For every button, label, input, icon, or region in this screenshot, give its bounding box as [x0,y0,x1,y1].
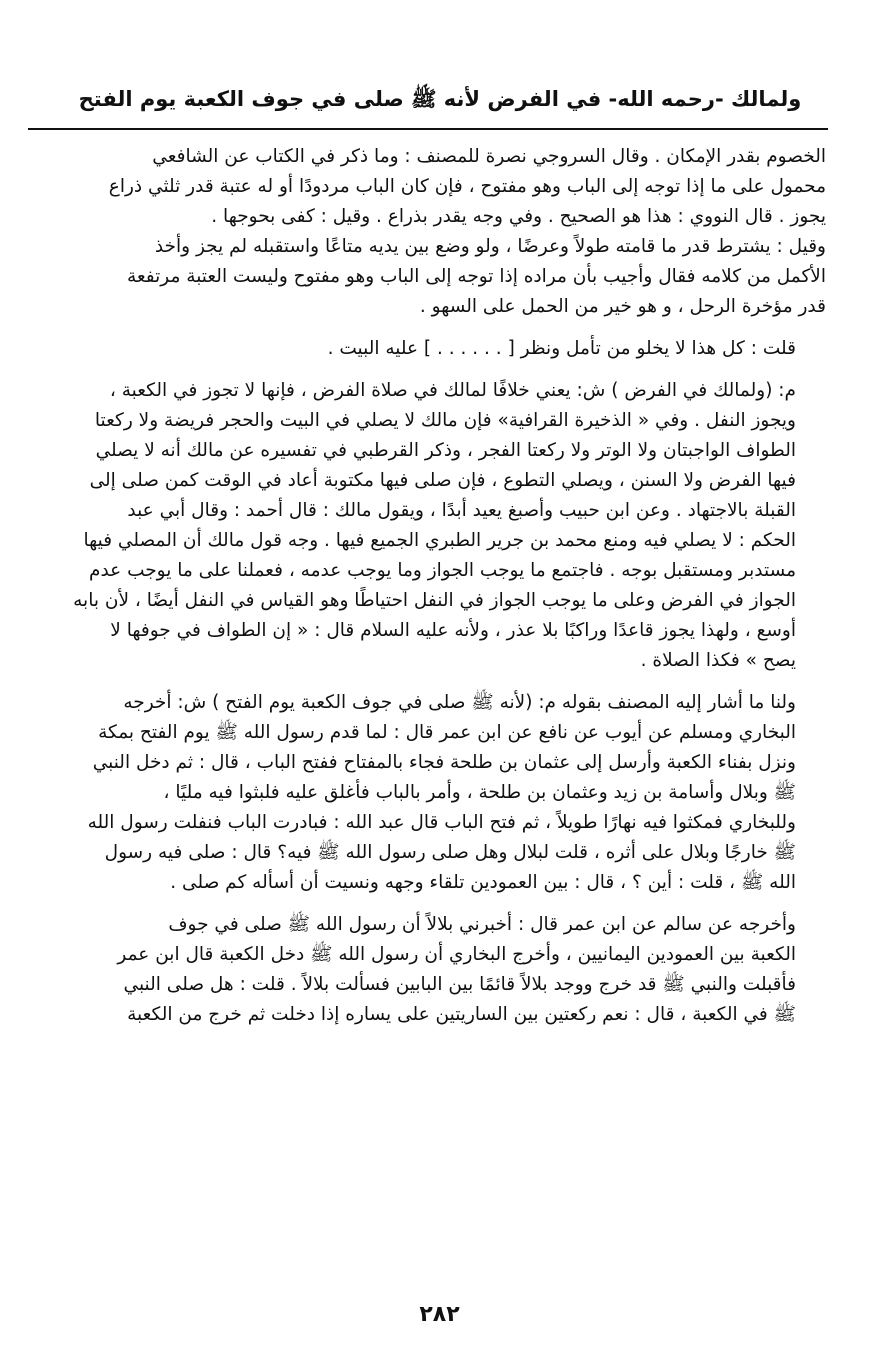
text-line: وقيل : يشترط قدر ما قامته طولاً وعرضًا ، ولو وضع بين يديه متاعًا واستقبله لم يجز وأخذ [154,236,826,257]
running-header: ولمالك -رحمه الله- في الفرض لأنه ﷺ صلى في جوف الكعبة يوم الفتح [78,87,802,111]
text-line: فيها الفرض ولا السنن ، ويصلي التطوع ، فإن صلى فيها مكتوبة أعاد في الوقت كمن صلى إلى [89,470,796,491]
text-line: ويجوز النفل . وفي « الذخيرة القرافية» فإن مالك لا يصلي في البيت والحجر فريضة ولا ركعتا [94,410,796,431]
text-line: م: (ولمالك في الفرض ) ش: يعني خلافًا لمالك في صلاة الفرض ، فإنها لا تجوز في الكعبة ، [109,380,796,401]
text-line: البخاري ومسلم عن أيوب عن نافع عن ابن عمر قال : لما قدم رسول الله ﷺ يوم الفتح بمكة [98,722,796,743]
text-line: ﷺ في الكعبة ، قال : نعم ركعتين بين الساريتين على يساره إذا دخلت ثم خرج من الكعبة [127,1004,796,1025]
paragraph-3 [26,376,826,676]
paragraph-2 [26,334,826,364]
text-line: الخصوم بقدر الإمكان . وقال السروجي نصرة للمصنف : وما ذكر في الكتاب عن الشافعي [152,146,826,167]
text-line: مستدبر ومستقبل بوجه . فاجتمع ما يوجب الجواز وما يوجب عدمه ، فعملنا على ما يوجب عدم [88,560,796,581]
text-line: محمول على ما إذا توجه إلى الباب وهو مفتوح ، فإن كان الباب مردودًا أو له عتبة قدر ثلثي ذراع [108,176,826,197]
text-line: القبلة بالاجتهاد . وعن ابن حبيب وأصبغ يعيد أبدًا ، ويقول مالك : قال أحمد : وقال أبي عبد [127,500,796,521]
paragraph-1 [26,142,826,322]
header-divider [28,128,828,130]
text-line: الطواف الواجبتان ولا الوتر ولا ركعتا الفجر ، وذكر القرطبي في تفسيره عن مالك أنه لا يصلي [95,440,796,461]
text-line: ﷺ خارجًا وبلال على أثره ، قلت لبلال وهل صلى رسول الله ﷺ فيه؟ قال : صلى فيه رسول [104,842,796,863]
text-line: يصح » فكذا الصلاة . [640,650,796,671]
paragraph-5 [26,910,826,1030]
page-number: ٢٨٢ [419,1302,460,1327]
text-line: الأكمل من كلامه فقال وأجيب بأن مراده إذا توجه إلى الباب وهو مفتوح وليست العتبة مرتفعة [126,266,826,287]
text-line: الله ﷺ ، قلت : أين ؟ ، قال : بين العمودين تلقاء وجهه ونسيت أن أسأله كم صلى . [170,872,796,893]
text-line: ولنا ما أشار إليه المصنف بقوله م: (لأنه ﷺ صلى في جوف الكعبة يوم الفتح ) ش: أخرجه [123,692,796,713]
text-line: الكعبة بين العمودين اليمانيين ، وأخرج البخاري أن رسول الله ﷺ دخل الكعبة قال ابن عمر [117,944,796,965]
text-line: الجواز في الفرض وعلى ما يوجب الجواز في النفل احتياطًا وهو القياس في النفل أيضًا ، لأن بابه [73,590,796,611]
paragraph-4 [26,688,826,898]
text-line: فأقبلت والنبي ﷺ قد خرج ووجد بلالاً قائمًا بين البابين فسألت بلالاً . قلت : هل صلى النبي [123,974,796,995]
text-line: الحكم : لا يصلي فيه ومنع محمد بن جرير الطبري الجميع فيها . وجه قول مالك أن المصلي فيها [83,530,796,551]
text-line: ﷺ وبلال وأسامة بن زيد وعثمان بن طلحة ، وأمر بالباب فأغلق عليه فلبثوا فيه مليًا ، [163,782,796,803]
text-line: قدر مؤخرة الرحل ، و هو خير من الحمل على السهو . [419,296,826,317]
text-line: أوسع ، ولهذا يجوز قاعدًا وراكبًا بلا عذر ، ولأنه عليه السلام قال : « إن الطواف في جوفها لا [110,620,796,641]
text-line: قلت : كل هذا لا يخلو من تأمل ونظر [ . . . . . . ] عليه البيت . [327,338,796,359]
body-text [26,142,826,1030]
text-line: وللبخاري فمكثوا فيه نهارًا طويلاً ، ثم فتح الباب قال عبد الله : فبادرت الباب فنفلت رسول الله [87,812,796,833]
text-line: وأخرجه عن سالم عن ابن عمر قال : أخبرني بلالاً أن رسول الله ﷺ صلى في جوف [168,914,796,935]
text-line: ونزل بفناء الكعبة وأرسل إلى عثمان بن طلحة فجاء بالمفتاح ففتح الباب ، قال : ثم دخل النبي [92,752,796,773]
text-line: يجوز . قال النووي : هذا هو الصحيح . وفي وجه يقدر بذراع . وقيل : كفى بحوجها . [211,206,826,227]
